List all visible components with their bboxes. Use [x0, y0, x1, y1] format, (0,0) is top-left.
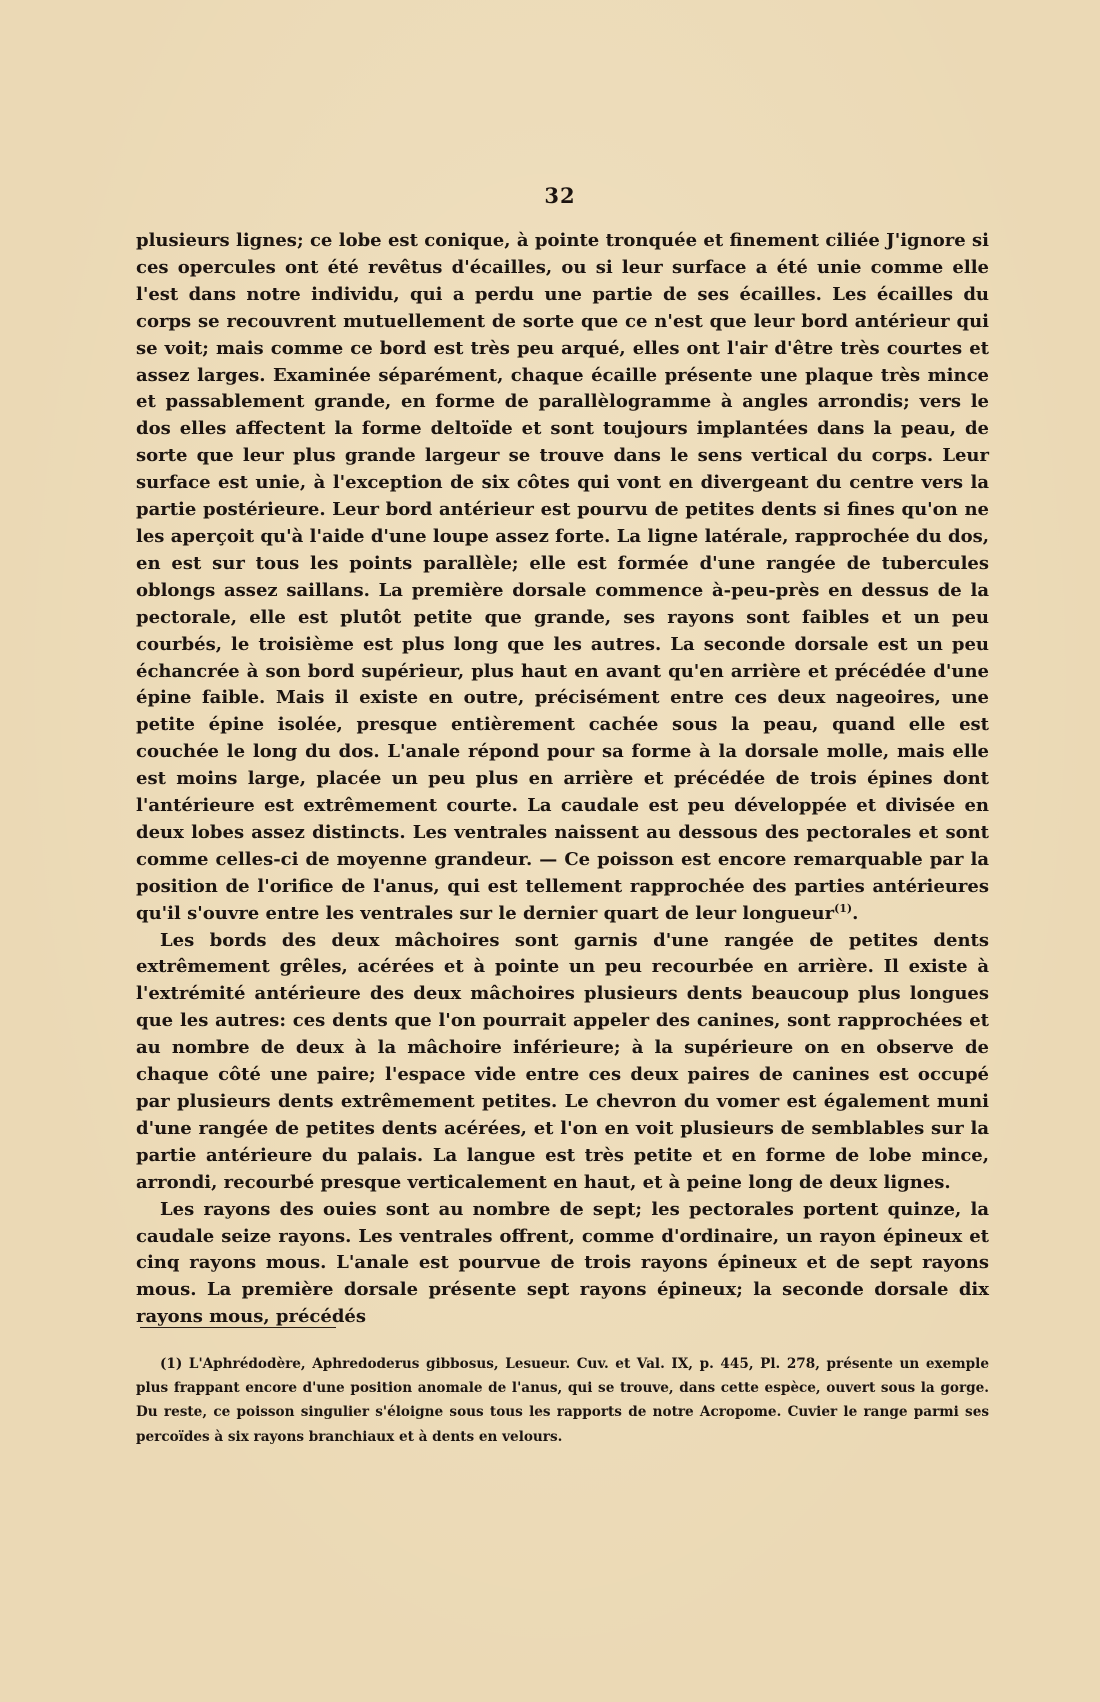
footnote: (1) L'Aphrédodère, Aphredoderus gibbosus, Lesueur. Cuv. et Val. IX, p. 445, Pl. 278, présente un exemple plus frappant encore d'une position anomale de l'anus, qui se trouve, dans cette espèce, ouvert sous la gorge. Du reste, ce poisson singulier s'éloigne sous tous les rapports de notre Acropome. Cuvier le range parmi ses percoïdes à six rayons branchiaux et à dents en velours.: [136, 1356, 989, 1445]
footnote-reference: (1): [834, 901, 853, 915]
paragraph-scales-fins: [136, 228, 989, 928]
paragraph-text: plusieurs lignes; ce lobe est conique, à pointe tronquée et finement ciliée J'ignore si ces opercules ont été revêtus d'écailles, ou si leur surface a été unie comme elle l'est dans notre individu, qui a perdu une partie de ses écailles. Les écailles du corps se recouvrent mutuellement de sorte que ce n'est que leur bord antérieur qui se voit; mais comme ce bord est très peu arqué, elles ont l'air d'être très courtes et assez larges. Examinée séparément, chaque écaille présente une plaque très mince et passablement grande, en forme de parallèlogramme à angles arrondis; vers le dos elles affectent la forme deltoïde et sont toujours implantées dans la peau, de sorte que leur plus grande largeur se trouve dans le sens vertical du corps. Leur surface est unie, à l'exception de six côtes qui vont en divergeant du centre vers la partie postérieure. Leur bord antérieur est pourvu de petites dents si fines qu'on ne les aperçoit qu'à l'aide d'une loupe assez forte. La ligne latérale, rapprochée du dos, en est sur tous les points parallèle; elle est formée d'une rangée de tubercules oblongs assez saillans. La première dorsale commence à-peu-près en dessus de la pectorale, elle est plutôt petite que grande, ses rayons sont faibles et un peu courbés, le troisième est plus long que les autres. La seconde dorsale est un peu échancrée à son bord supérieur, plus haut en avant qu'en arrière et précédée d'une épine faible. Mais il existe en outre, précisément entre ces deux nageoires, une petite épine isolée, presque entièrement cachée sous la peau, quand elle est couchée le long du dos. L'anale répond pour sa forme à la dorsale molle, mais elle est moins large, placée un peu plus en arrière et précédée de trois épines dont l'antérieure est extrêmement courte. La caudale est peu développée et divisée en deux lobes assez distincts. Les ventrales naissent au dessous des pectorales et sont comme celles-ci de moyenne grandeur. — Ce poisson est encore remarquable par la position de l'orifice de l'anus, qui est tellement rapprochée des parties antérieures qu'il s'ouvre entre les ventrales sur le dernier quart de leur longueur: [136, 230, 989, 924]
paragraph-teeth: Les bords des deux mâchoires sont garnis d'une rangée de petites dents extrêmement grêles, acérées et à pointe un peu recourbée en arrière. Il existe à l'extrémité antérieure des deux mâchoires plusieurs dents beaucoup plus longues que les autres: ces dents que l'on pourrait appeler des canines, sont rapprochées et au nombre de deux à la mâchoire inférieure; à la supérieure on en observe de chaque côté une paire; l'espace vide entre ces deux paires de canines est occupé par plusieurs dents extrêmement petites. Le chevron du vomer est également muni d'une rangée de petites dents acérées, et l'on en voit plusieurs de semblables sur la partie antérieure du palais. La langue est très petite et en forme de lobe mince, arrondi, recourbé presque verticalement en haut, et à peine long de deux lignes.: [136, 929, 989, 1193]
page-number: 32: [544, 183, 576, 208]
paragraph-rays: Les rayons des ouies sont au nombre de sept; les pectorales portent quinze, la caudale seize rayons. Les ventrales offrent, comme d'ordinaire, un rayon épineux et cinq rayons mous. L'anale est pourvue de trois rayons épineux et de sept rayons mous. La première dorsale présente sept rayons épineux; la seconde dorsale dix rayons mous, précédés: [136, 1198, 989, 1328]
footnote-divider: [140, 1327, 336, 1328]
paragraph-end-punct: .: [852, 902, 859, 924]
body-text: [136, 228, 989, 1331]
